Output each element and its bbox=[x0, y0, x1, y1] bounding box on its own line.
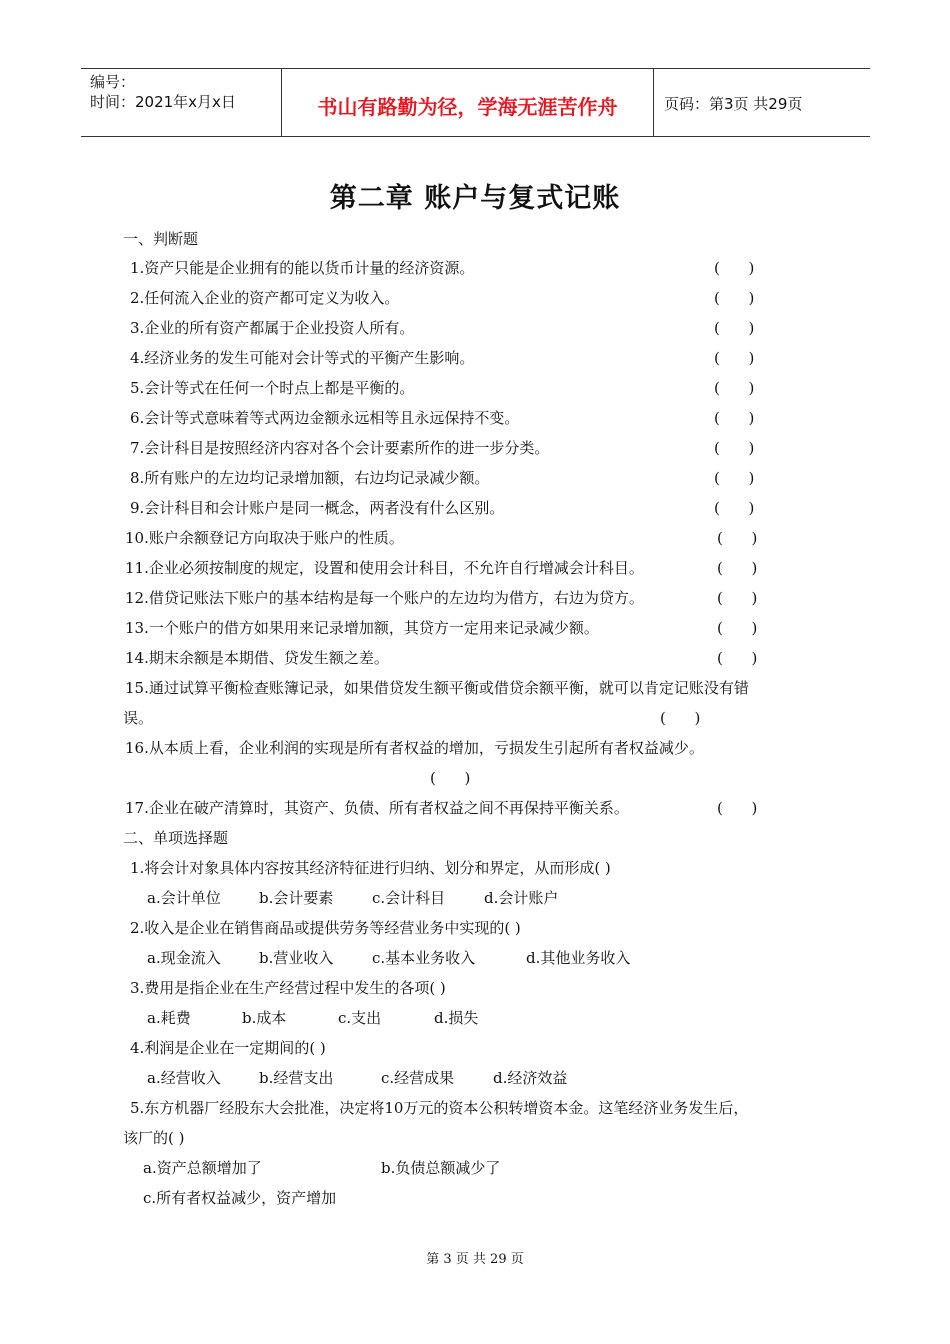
answer-paren: ( ) bbox=[717, 619, 758, 637]
judgment-item-continuation: 误。 bbox=[123, 709, 154, 727]
question-stem: 2.收入是企业在销售商品或提供劳务等经营业务中实现的( ) bbox=[130, 919, 521, 937]
choice-option: d.会计账户 bbox=[484, 889, 559, 907]
answer-paren: ( ) bbox=[660, 709, 701, 727]
page-footer: 第 3 页 共 29 页 bbox=[426, 1252, 524, 1267]
answer-paren: ( ) bbox=[714, 499, 755, 517]
judgment-item: 2.任何流入企业的资产都可定义为收入。 bbox=[130, 289, 400, 307]
page-header bbox=[81, 68, 870, 137]
date-label: 时间：2021年x月x日 bbox=[90, 93, 236, 111]
choice-option: b.营业收入 bbox=[259, 949, 334, 967]
answer-paren: ( ) bbox=[717, 799, 758, 817]
judgment-item: 10.账户余额登记方向取决于账户的性质。 bbox=[125, 529, 404, 547]
choice-option: d.经济效益 bbox=[493, 1069, 568, 1087]
judgment-item: 13.一个账户的借方如果用来记录增加额，其贷方一定用来记录减少额。 bbox=[125, 619, 599, 637]
header-motto: 书山有路勤为径，学海无涯苦作舟 bbox=[317, 95, 618, 119]
question-stem: 1.将会计对象具体内容按其经济特征进行归纳、划分和界定，从而形成( ) bbox=[130, 859, 611, 877]
answer-paren: ( ) bbox=[717, 559, 758, 577]
judgment-item: 12.借贷记账法下账户的基本结构是每一个账户的左边均为借方，右边为贷方。 bbox=[125, 589, 644, 607]
choice-option: d.损失 bbox=[434, 1009, 479, 1027]
answer-paren: ( ) bbox=[714, 259, 755, 277]
choice-option: c.基本业务收入 bbox=[372, 949, 476, 967]
answer-paren: ( ) bbox=[714, 319, 755, 337]
question-stem: 5.东方机器厂经股东大会批准，决定将10万元的资本公积转增资本金。这笔经济业务发生后， bbox=[130, 1099, 749, 1117]
answer-paren: ( ) bbox=[714, 469, 755, 487]
answer-paren: ( ) bbox=[717, 529, 758, 547]
answer-paren: ( ) bbox=[717, 649, 758, 667]
section-heading-judgment: 一、判断题 bbox=[123, 230, 199, 248]
choice-option: a.耗费 bbox=[147, 1009, 191, 1027]
answer-paren: ( ) bbox=[430, 769, 471, 787]
choice-option: b.经营支出 bbox=[259, 1069, 334, 1087]
choice-option: a.会计单位 bbox=[147, 889, 221, 907]
choice-option: c.所有者权益减少，资产增加 bbox=[143, 1189, 337, 1207]
judgment-item: 17.企业在破产清算时，其资产、负债、所有者权益之间不再保持平衡关系。 bbox=[125, 799, 629, 817]
answer-paren: ( ) bbox=[714, 439, 755, 457]
choice-option: a.现金流入 bbox=[147, 949, 221, 967]
choice-option: c.经营成果 bbox=[381, 1069, 455, 1087]
header-divider bbox=[653, 69, 654, 136]
chapter-title: 第二章 账户与复式记账 bbox=[329, 183, 621, 214]
judgment-item: 8.所有账户的左边均记录增加额，右边均记录减少额。 bbox=[130, 469, 490, 487]
choice-option: c.会计科目 bbox=[372, 889, 446, 907]
judgment-item: 15.通过试算平衡检查账簿记录，如果借贷发生额平衡或借贷余额平衡，就可以肯定记账没有错 bbox=[125, 679, 749, 697]
judgment-item: 1.资产只能是企业拥有的能以货币计量的经济资源。 bbox=[130, 259, 475, 277]
question-stem: 4.利润是企业在一定期间的( ) bbox=[130, 1039, 326, 1057]
question-stem-continuation: 该厂的( ) bbox=[123, 1129, 185, 1147]
answer-paren: ( ) bbox=[714, 349, 755, 367]
choice-option: b.会计要素 bbox=[259, 889, 334, 907]
section-heading-single-choice: 二、单项选择题 bbox=[123, 829, 229, 847]
judgment-item: 7.会计科目是按照经济内容对各个会计要素所作的进一步分类。 bbox=[130, 439, 550, 457]
choice-option: d.其他业务收入 bbox=[526, 949, 631, 967]
judgment-item: 5.会计等式在任何一个时点上都是平衡的。 bbox=[130, 379, 415, 397]
judgment-item: 11.企业必须按制度的规定，设置和使用会计科目，不允许自行增减会计科目。 bbox=[125, 559, 644, 577]
judgment-item: 14.期末余额是本期借、贷发生额之差。 bbox=[125, 649, 389, 667]
number-label: 编号： bbox=[90, 73, 136, 91]
judgment-item: 16.从本质上看，企业利润的实现是所有者权益的增加，亏损发生引起所有者权益减少。 bbox=[125, 739, 704, 757]
judgment-item: 6.会计等式意味着等式两边金额永远相等且永远保持不变。 bbox=[130, 409, 520, 427]
choice-option: a.资产总额增加了 bbox=[143, 1159, 262, 1177]
choice-option: a.经营收入 bbox=[147, 1069, 221, 1087]
choice-option: b.负债总额减少了 bbox=[381, 1159, 501, 1177]
answer-paren: ( ) bbox=[717, 589, 758, 607]
choice-option: c.支出 bbox=[338, 1009, 382, 1027]
question-stem: 3.费用是指企业在生产经营过程中发生的各项( ) bbox=[130, 979, 446, 997]
header-page-info: 页码：第3页 共29页 bbox=[664, 95, 803, 113]
judgment-item: 3.企业的所有资产都属于企业投资人所有。 bbox=[130, 319, 415, 337]
judgment-item: 4.经济业务的发生可能对会计等式的平衡产生影响。 bbox=[130, 349, 475, 367]
header-meta bbox=[90, 72, 236, 112]
choice-option: b.成本 bbox=[242, 1009, 287, 1027]
answer-paren: ( ) bbox=[714, 379, 755, 397]
answer-paren: ( ) bbox=[714, 409, 755, 427]
answer-paren: ( ) bbox=[714, 289, 755, 307]
judgment-item: 9.会计科目和会计账户是同一概念，两者没有什么区别。 bbox=[130, 499, 505, 517]
